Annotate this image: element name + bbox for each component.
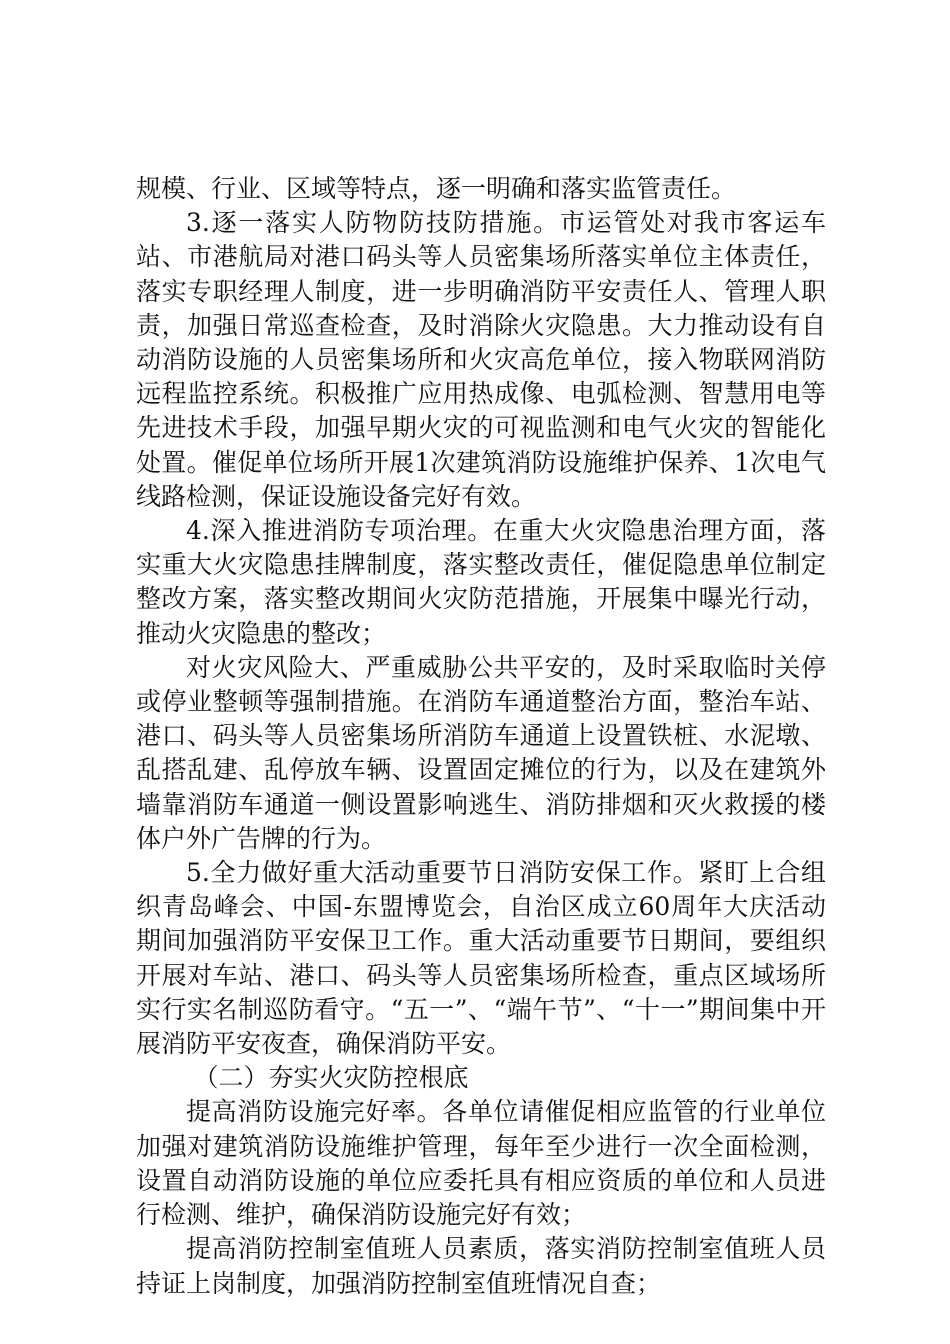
document-page <box>136 172 826 1301</box>
paragraph-item-5: 5.全力做好重大活动重要节日消防安保工作。紧盯上合组织青岛峰会、中国-东盟博览会，自治区成立60周年大庆活动期间加强消防平安保卫工作。重大活动重要节日期间，要组织开展对车站、港口、码头等人员密集场所检查，重点区域场所实行实名制巡防看守。“五一”、“端午节”、“十一”期间集中开展消防平安夜查，确保消防平安。 <box>136 858 826 1059</box>
paragraph-fire-risk: 对火灾风险大、严重威胁公共平安的，及时采取临时关停或停业整顿等强制措施。在消防车通道整治方面，整治车站、港口、码头等人员密集场所消防车通道上设置铁桩、水泥墩、乱搭乱建、乱停放车辆、设置固定摊位的行为，以及在建筑外墙靠消防车通道一侧设置影响逃生、消防排烟和灭火救援的楼体户外广告牌的行为。 <box>136 652 826 853</box>
paragraph-continuation: 规模、行业、区域等特点，逐一明确和落实监管责任。 <box>136 174 737 203</box>
section-heading: （二）夯实火灾防控根底 <box>193 1063 469 1093</box>
paragraph-item-3: 3.逐一落实人防物防技防措施。市运管处对我市客运车站、市港航局对港口码头等人员密集场所落实单位主体责任，落实专职经理人制度，进一步明确消防平安责任人、管理人职责，加强日常巡查检查，及时消除火灾隐患。大力推动设有自动消防设施的人员密集场所和火灾高危单位，接入物联网消防远程监控系统。积极推广应用热成像、电弧检测、智慧用电等先进技术手段，加强早期火灾的可视监测和电气火灾的智能化处置。催促单位场所开展1次建筑消防设施维护保养、1次电气线路检测，保证设施设备完好有效。 <box>136 208 826 511</box>
paragraph-facilities: 提高消防设施完好率。各单位请催促相应监管的行业单位加强对建筑消防设施维护管理，每年至少进行一次全面检测，设置自动消防设施的单位应委托具有相应资质的单位和人员进行检测、维护，确保消防设施完好有效； <box>136 1097 826 1230</box>
paragraph-item-4: 4.深入推进消防专项治理。在重大火灾隐患治理方面，落实重大火灾隐患挂牌制度，落实整改责任，催促隐患单位制定整改方案，落实整改期间火灾防范措施，开展集中曝光行动，推动火灾隐患的整改； <box>136 516 826 648</box>
paragraph-control-room: 提高消防控制室值班人员素质，落实消防控制室值班人员持证上岗制度，加强消防控制室值班情况自查； <box>136 1234 826 1298</box>
